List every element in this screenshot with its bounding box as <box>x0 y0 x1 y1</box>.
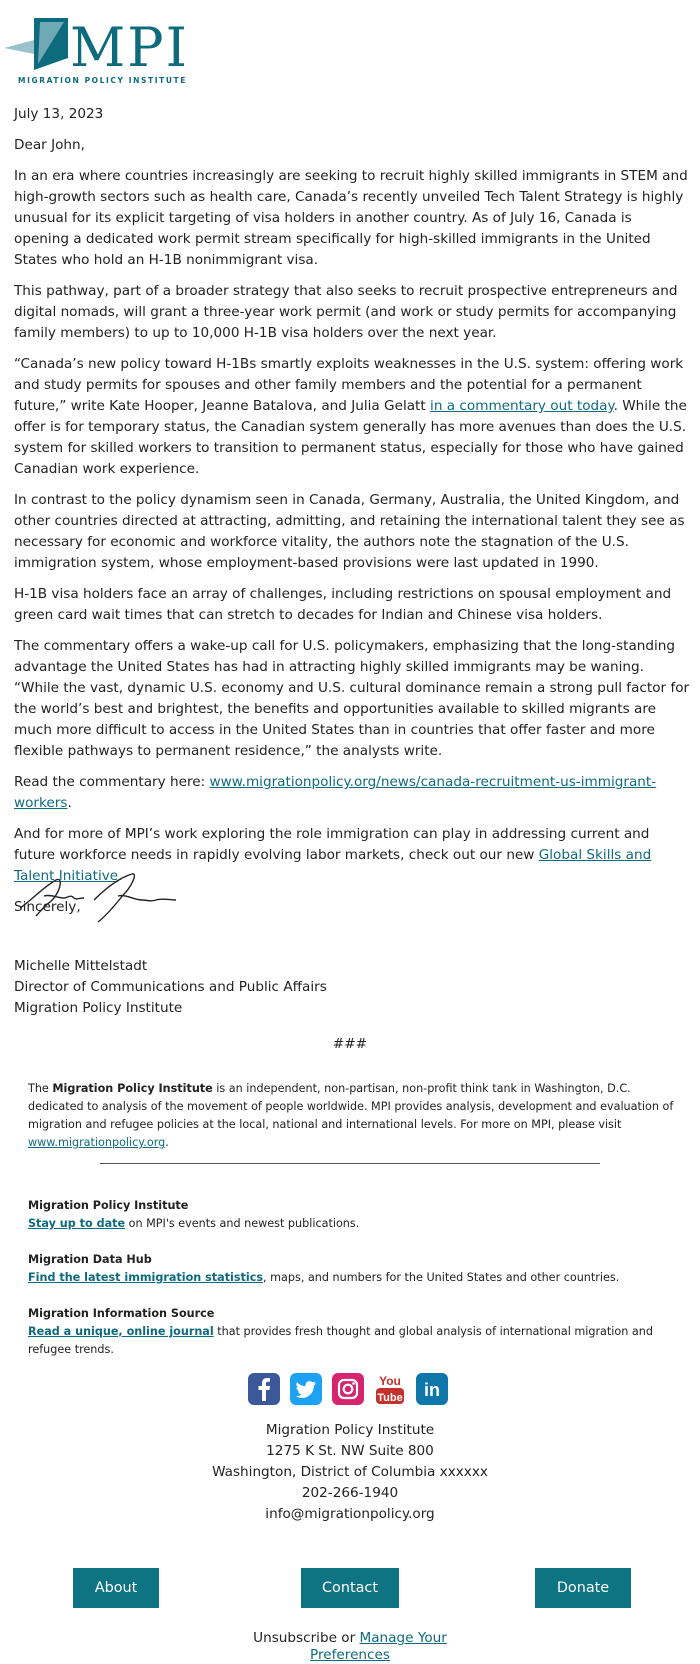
commentary-link[interactable]: in a commentary out today <box>430 398 614 414</box>
resource-title: Migration Data Hub <box>28 1253 152 1266</box>
paragraph-7: Read the commentary here: www.migrationpolicy.org/news/canada-recruitment-us-immigrant-workers. <box>14 774 657 811</box>
mpi-website-link[interactable]: www.migrationpolicy.org <box>28 1136 166 1149</box>
resource-title: Migration Policy Institute <box>28 1199 189 1212</box>
resource-mpi: Migration Policy Institute Stay up to date on MPI's events and newest publications. <box>28 1197 678 1233</box>
resource-title: Migration Information Source <box>28 1307 215 1320</box>
paragraph-3: “Canada’s new policy toward H-1Bs smartly exploits weaknesses in the U.S. system: offering work and study permits for spouses and other family members and the potential for a permanent future,” write Kate Hooper, Jeanne Batalova, and Julia Gelatt in a commentary out today. While the offer is for temporary status, the Canadian system generally has more avenues than does the U.S. system for skilled workers to transition to permanent status, especially for those who have gained Canadian work experience. <box>14 356 687 477</box>
signer-title: Director of Communications and Public Affairs <box>14 979 327 995</box>
linkedin-icon[interactable] <box>416 1373 448 1405</box>
svg-text:Tube: Tube <box>377 1392 403 1404</box>
online-journal-link[interactable]: Read a unique, online journal <box>28 1325 214 1338</box>
about-mpi: The Migration Policy Institute is an independent, non-partisan, non-profit think tank in Washington, D.C. dedicated to analysis of the movement of people worldwide. MPI provides analysis, development and evaluation of migration and refugee policies at the local, national and international levels. For more on MPI, please visit www.migrationpolicy.org. <box>28 1082 674 1149</box>
paragraph-5: H-1B visa holders face an array of challenges, including restrictions on spousal employment and green card wait times that can stretch to decades for Indian and Chinese visa holders. <box>14 586 672 623</box>
resource-links <box>28 1197 678 1377</box>
svg-text:You: You <box>379 1374 401 1388</box>
about-button[interactable]: About <box>73 1568 159 1608</box>
footer-street: 1275 K St. NW Suite 800 <box>266 1443 434 1459</box>
footer-org: Migration Policy Institute <box>265 1422 435 1438</box>
stay-up-to-date-link[interactable]: Stay up to date <box>28 1217 126 1230</box>
signer-block <box>14 956 327 1019</box>
signature-image <box>14 860 184 935</box>
signer-name: Michelle Mittelstadt <box>14 958 148 974</box>
logo-wordmark: MPI <box>70 16 189 79</box>
footer-phone: 202-266-1940 <box>301 1485 399 1501</box>
greeting: Dear John, <box>14 137 85 153</box>
social-icons <box>248 1373 448 1405</box>
paragraph-2: This pathway, part of a broader strategy that also seeks to recruit prospective entrepreneurs and digital nomads, will grant a three-year work permit (and work or study permits for accompanying family members) to up to 10,000 H-1B visa holders over the next year. <box>14 283 678 341</box>
instagram-icon[interactable] <box>332 1373 364 1405</box>
divider <box>100 1163 600 1164</box>
footer-city: Washington, District of Columbia xxxxxx <box>212 1464 488 1480</box>
contact-button[interactable]: Contact <box>301 1568 399 1608</box>
letter-body <box>14 104 690 928</box>
global-skills-link[interactable]: Global Skills and Talent Initiative <box>14 847 652 884</box>
svg-text:in: in <box>424 1380 440 1400</box>
paragraph-6: The commentary offers a wake-up call for U.S. policymakers, emphasizing that the long-standing advantage the United States has had in attracting highly skilled immigrants may be waning. “While the vast, dynamic U.S. economy and U.S. cultural dominance remain a strong pull factor for the world’s best and brightest, the benefits and opportunities available to skilled migrants are much more difficult to access in the United States than in countries that offer faster and more flexible pathways to permanent residence,” the analysts write. <box>14 638 690 759</box>
paragraph-8: And for more of MPI’s work exploring the role immigration can play in addressing current and future workforce needs in rapidly evolving labor markets, check out our new Global Skills and Talent Initiative. <box>14 826 652 884</box>
resource-information-source: Migration Information Source Read a unique, online journal that provides fresh thought and global analysis of international migration and refugee trends. <box>28 1305 678 1359</box>
commentary-url-link[interactable]: www.migrationpolicy.org/news/canada-recruitment-us-immigrant-workers <box>14 774 657 811</box>
end-separator: ### <box>332 1036 368 1052</box>
unsubscribe-line: Unsubscribe or Manage Your Preferences <box>253 1630 447 1663</box>
paragraph-4: In contrast to the policy dynamism seen in Canada, Germany, Australia, the United Kingdom, and other countries directed at attracting, admitting, and retaining the international talent they see as necessary for economic and workforce vitality, the authors note the stagnation of the U.S. immigration system, whose employment-based provisions were last updated in 1990. <box>14 492 685 571</box>
youtube-icon[interactable] <box>374 1373 406 1405</box>
manage-preferences-link[interactable]: Manage Your Preferences <box>310 1630 447 1663</box>
about-org-name: Migration Policy Institute <box>52 1082 213 1095</box>
logo-subtitle: MIGRATION POLICY INSTITUTE <box>18 76 187 85</box>
mpi-logo[interactable] <box>4 18 204 88</box>
logo-mark-icon <box>4 18 74 74</box>
twitter-icon[interactable] <box>290 1373 322 1405</box>
footer-email: info@migrationpolicy.org <box>265 1506 435 1522</box>
signer-org: Migration Policy Institute <box>14 1000 183 1016</box>
resource-data-hub: Migration Data Hub Find the latest immigration statistics, maps, and numbers for the United States and other countries. <box>28 1251 678 1287</box>
paragraph-1: In an era where countries increasingly are seeking to recruit highly skilled immigrants in STEM and high-growth sectors such as health care, Canada’s recently unveiled Tech Talent Strategy is highly unusual for its explicit targeting of visa holders in another country. As of July 16, Canada is opening a dedicated work permit stream specifically for high-skilled immigrants in the United States who hold an H-1B nonimmigrant visa. <box>14 168 688 268</box>
facebook-icon[interactable] <box>248 1373 280 1405</box>
donate-button[interactable]: Donate <box>535 1568 631 1608</box>
immigration-statistics-link[interactable]: Find the latest immigration statistics <box>28 1271 264 1284</box>
closing: Sincerely, <box>14 899 81 915</box>
footer-address <box>0 1420 700 1525</box>
letter-date: July 13, 2023 <box>14 106 104 122</box>
